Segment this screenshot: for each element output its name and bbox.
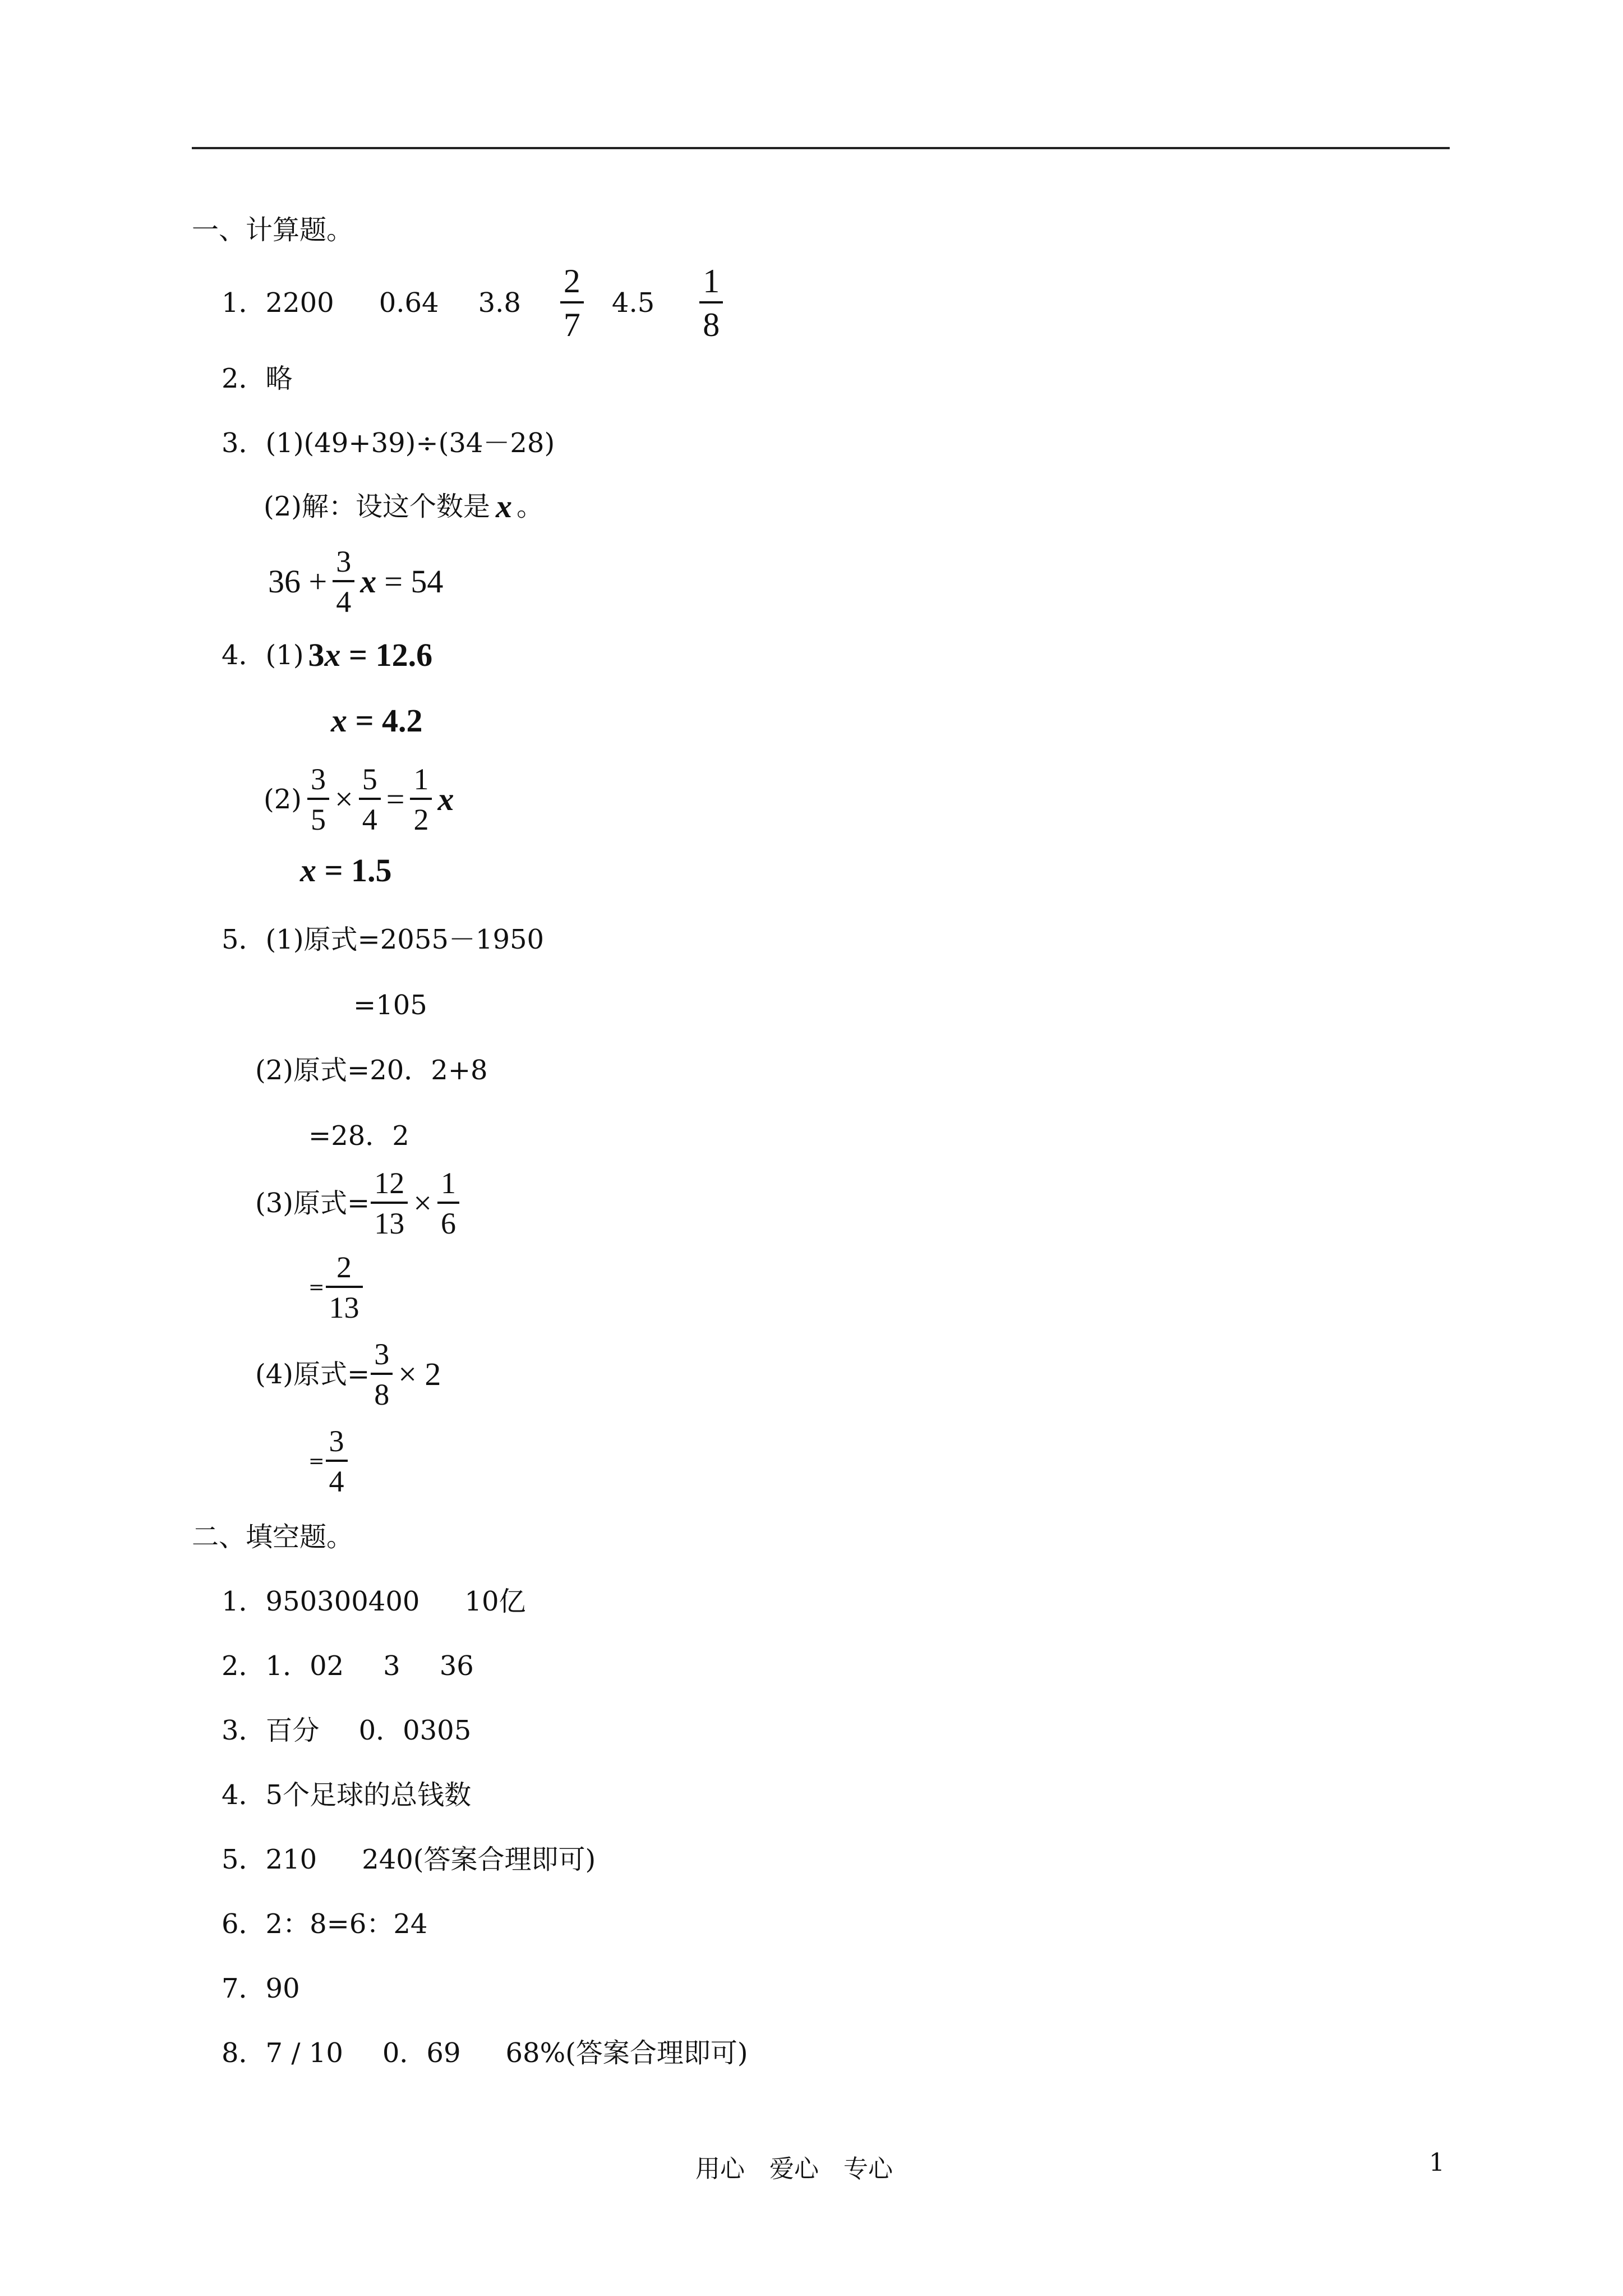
s1-q5-part1-result: =105 xyxy=(353,990,427,1021)
s1-q5-part4: (4)原式= $\frac{3}{8}$ × 2 xyxy=(255,1337,441,1411)
section-2-heading: 二、填空题。 xyxy=(192,1521,354,1553)
section-1-heading: 一、计算题。 xyxy=(192,214,354,246)
s2-item-8: 8． 7 / 10 0．69 68%(答案合理即可) xyxy=(222,2037,748,2069)
s1-q5-part1: 5． (1)原式=2055－1950 xyxy=(222,924,545,955)
fraction: $\frac{1}{8}$ xyxy=(699,264,723,342)
fraction: $\frac{12}{13}$ xyxy=(371,1168,408,1239)
s1-q5-part4-result: = $\frac{3}{4}$ xyxy=(308,1425,353,1498)
s2-item-4: 4． 5个足球的总钱数 xyxy=(222,1779,472,1811)
s1-q3-part1: 3． (1)(49+39)÷(34－28) xyxy=(222,427,555,459)
fraction: $\frac{3}{4}$ xyxy=(333,546,354,617)
header-rule xyxy=(192,147,1450,149)
s1-q3-equation: 36 + $\frac{3}{4}$ x = 54 xyxy=(268,545,444,619)
s1-q3-part2: (2)解：设这个数是 x 。 xyxy=(264,488,544,524)
s2-item-6: 6． 2：8=6：24 xyxy=(222,1908,428,1940)
fraction: $\frac{5}{4}$ xyxy=(359,764,381,835)
s1-q5-part2: (2)原式=20．2+8 xyxy=(255,1055,488,1086)
s1-q4-part2: (2) $\frac{3}{5}$ × $\frac{5}{4}$ = $\frac{1}{2}$ x xyxy=(264,762,454,836)
fraction: $\frac{3}{4}$ xyxy=(326,1426,348,1497)
s2-item-3: 3． 百分 0．0305 xyxy=(222,1715,472,1746)
fraction: $\frac{1}{2}$ xyxy=(410,764,432,835)
fraction: $\frac{2}{7}$ xyxy=(560,264,584,342)
s2-item-5: 5． 210 240(答案合理即可) xyxy=(222,1844,596,1875)
fraction: $\frac{3}{5}$ xyxy=(307,764,329,835)
page-number: 1 xyxy=(1429,2148,1445,2177)
s1-q1: 1． 2200 0.64 3.8 $\frac{2}{7}$ 4.5 $\frac{1}{8}$ xyxy=(222,266,728,339)
s1-q5-part2-result: =28．2 xyxy=(308,1120,409,1152)
s2-item-1: 1． 950300400 10亿 xyxy=(222,1586,526,1617)
s2-item-2: 2． 1．02 3 36 xyxy=(222,1650,474,1682)
s1-q4-answer2: x = 1.5 xyxy=(300,852,392,889)
s1-q2: 2． 略 xyxy=(222,363,293,394)
s1-q5-part3: (3)原式= $\frac{12}{13}$ × $\frac{1}{6}$ xyxy=(255,1167,465,1240)
s2-item-7: 7． 90 xyxy=(222,1973,300,2004)
fraction: $\frac{3}{8}$ xyxy=(371,1339,393,1410)
fraction: $\frac{2}{13}$ xyxy=(326,1252,363,1323)
footer-motto: 用心 爱心 专心 xyxy=(695,2155,893,2183)
s1-q4-part1: 4． (1) 3 x = 12.6 xyxy=(222,637,433,673)
s1-q4-answer1: x = 4.2 xyxy=(331,702,423,739)
s1-q5-part3-result: = $\frac{2}{13}$ xyxy=(308,1251,368,1324)
fraction: $\frac{1}{6}$ xyxy=(437,1168,459,1239)
